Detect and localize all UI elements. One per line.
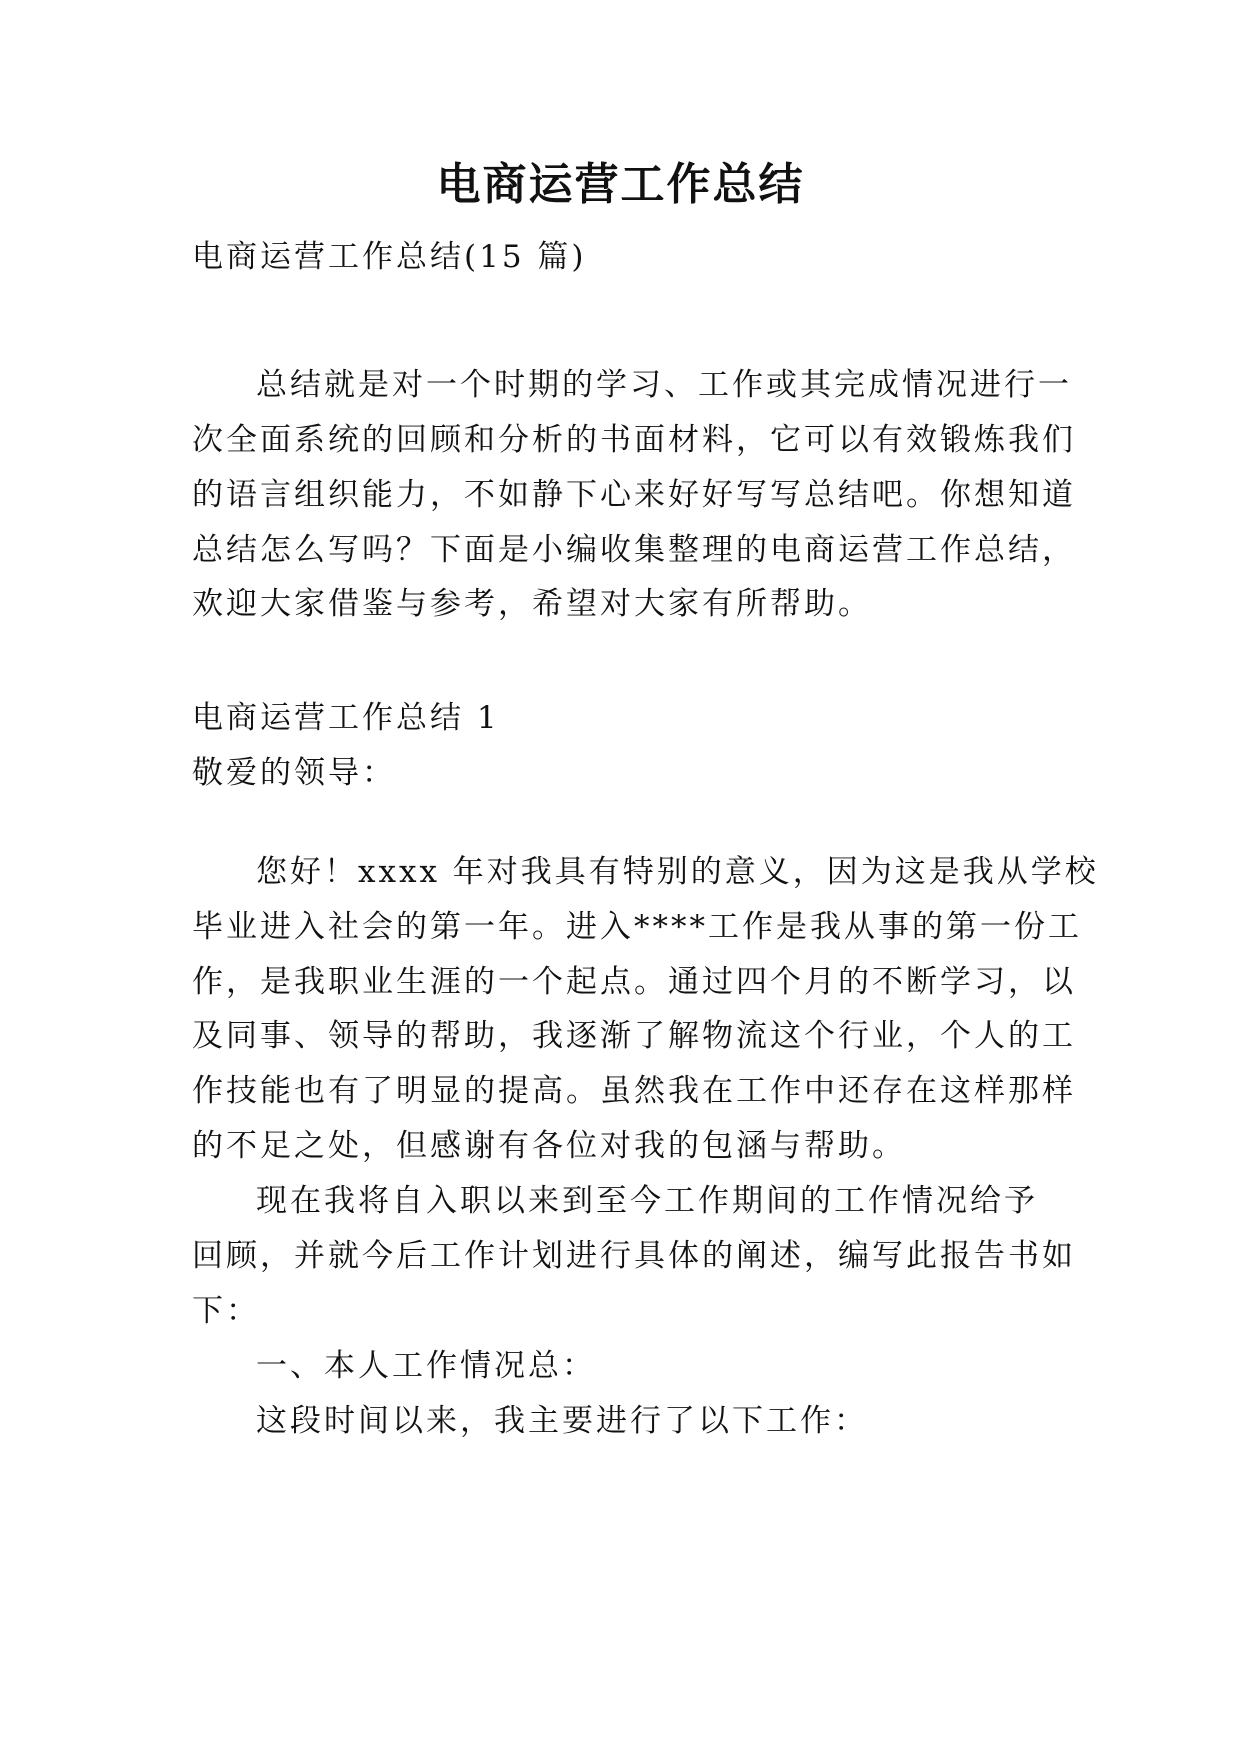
body-line: 下： <box>192 1293 260 1329</box>
body-line: 回顾，并就今后工作计划进行具体的阐述，编写此报告书如 <box>192 1238 1076 1274</box>
intro-line: 的语言组织能力，不如静下心来好好写写总结吧。你想知道 <box>192 477 1076 513</box>
body-line: 毕业进入社会的第一年。进入****工作是我从事的第一份工 <box>192 909 1082 945</box>
intro-line: 总结就是对一个时期的学习、工作或其完成情况进行一 <box>256 367 1072 403</box>
section-heading: 电商运营工作总结 1 <box>192 700 500 736</box>
body-line: 您好！xxxx 年对我具有特别的意义，因为这是我从学校 <box>256 854 1099 890</box>
salutation: 敬爱的领导： <box>192 755 396 791</box>
document-subtitle: 电商运营工作总结(15 篇) <box>192 239 587 275</box>
body-line: 一、本人工作情况总： <box>256 1348 596 1384</box>
body-line: 作技能也有了明显的提高。虽然我在工作中还存在这样那样 <box>192 1073 1076 1109</box>
body-line: 的不足之处，但感谢有各位对我的包涵与帮助。 <box>192 1128 906 1164</box>
body-line: 作，是我职业生涯的一个起点。通过四个月的不断学习，以 <box>192 964 1076 1000</box>
intro-line: 总结怎么写吗？下面是小编收集整理的电商运营工作总结， <box>192 532 1076 568</box>
intro-line: 次全面系统的回顾和分析的书面材料，它可以有效锻炼我们 <box>192 422 1076 458</box>
body-line: 现在我将自入职以来到至今工作期间的工作情况给予 <box>256 1183 1038 1219</box>
document-title: 电商运营工作总结 <box>436 159 805 210</box>
body-line: 这段时间以来，我主要进行了以下工作： <box>256 1403 868 1439</box>
intro-line: 欢迎大家借鉴与参考，希望对大家有所帮助。 <box>192 586 872 622</box>
body-line: 及同事、领导的帮助，我逐渐了解物流这个行业，个人的工 <box>192 1018 1076 1054</box>
